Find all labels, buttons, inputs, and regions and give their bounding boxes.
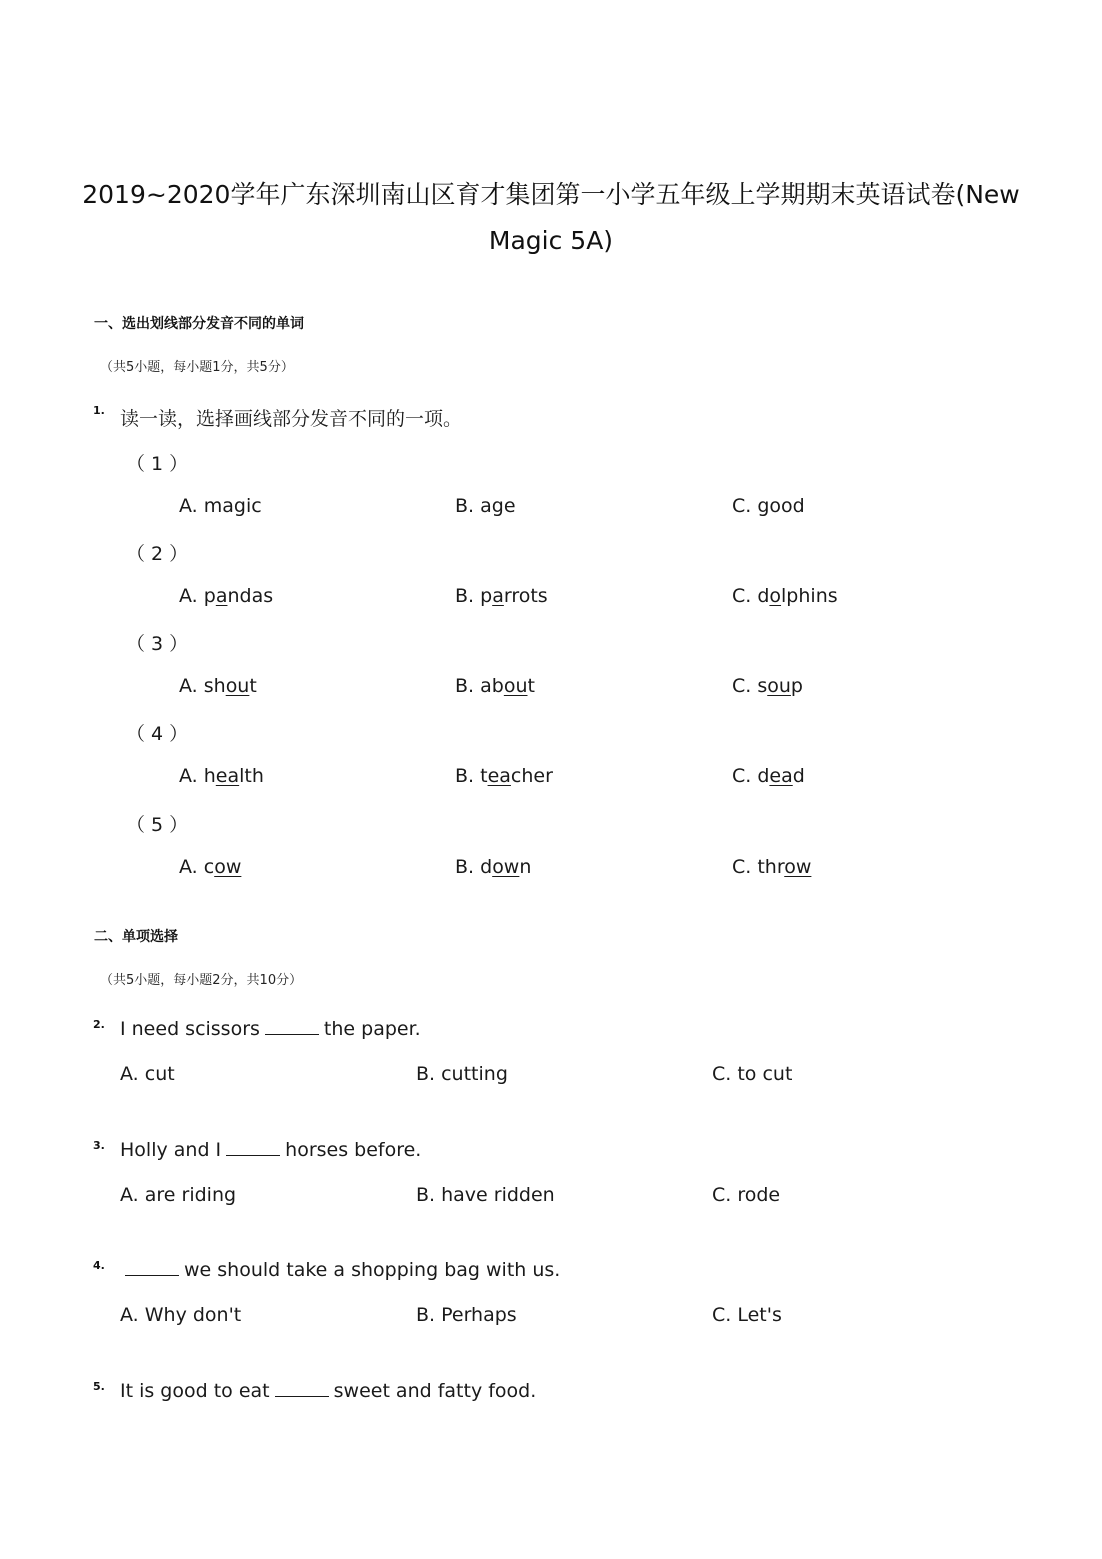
- option-c[interactable]: C. soup: [732, 675, 803, 697]
- option-c[interactable]: C. throw: [732, 856, 812, 878]
- underlined-part: ow: [214, 856, 242, 878]
- question-number: 4.: [93, 1259, 105, 1272]
- underlined-part: ow: [784, 856, 812, 878]
- option-b[interactable]: B. age: [455, 495, 516, 517]
- option-c[interactable]: C. Let's: [712, 1304, 782, 1326]
- question-number: 2.: [93, 1018, 105, 1031]
- sub-question-label: （ 4 ）: [126, 723, 189, 745]
- sub-question-label: （ 5 ）: [126, 814, 189, 836]
- option-a[interactable]: A. cow: [179, 856, 242, 878]
- question-text: we should take a shopping bag with us.: [120, 1259, 560, 1281]
- question-text: It is good to eat sweet and fatty food.: [120, 1380, 537, 1402]
- option-b[interactable]: B. about: [455, 675, 535, 697]
- sub-question-label: （ 1 ）: [126, 453, 189, 475]
- option-c[interactable]: C. rode: [712, 1184, 781, 1206]
- question-text: I need scissors the paper.: [120, 1018, 421, 1040]
- option-a[interactable]: A. cut: [120, 1063, 175, 1085]
- option-b[interactable]: B. Perhaps: [416, 1304, 517, 1326]
- underlined-part: ea: [215, 765, 240, 787]
- underlined-part: o: [769, 585, 782, 607]
- underlined-part: ea: [769, 765, 793, 787]
- section-1-heading: 一、选出划线部分发音不同的单词: [94, 316, 304, 332]
- underlined-part: ea: [487, 765, 511, 787]
- title-line-1: 2019~2020学年广东深圳南山区育才集团第一小学五年级上学期期末英语试卷(New: [82, 180, 1020, 209]
- option-a[interactable]: A. pandas: [179, 585, 274, 607]
- section-2-heading: 二、单项选择: [94, 929, 178, 945]
- option-b[interactable]: B. cutting: [416, 1063, 508, 1085]
- option-c[interactable]: C. to cut: [712, 1063, 793, 1085]
- page-title: [60, 172, 1042, 264]
- underlined-part: ow: [492, 856, 520, 878]
- question-number: 5.: [93, 1380, 105, 1393]
- question-number: 3.: [93, 1139, 105, 1152]
- question-text: Holly and I horses before.: [120, 1139, 422, 1161]
- option-b[interactable]: B. down: [455, 856, 532, 878]
- question-number: 1.: [93, 404, 105, 417]
- title-line-2: Magic 5A): [488, 226, 614, 255]
- section-2-note: （共5小题，每小题2分，共10分）: [100, 973, 303, 988]
- question-text: 读一读，选择画线部分发音不同的一项。: [120, 408, 463, 430]
- option-b[interactable]: B. teacher: [455, 765, 553, 787]
- answer-blank[interactable]: [265, 1033, 319, 1035]
- underlined-part: a: [215, 585, 228, 607]
- answer-blank[interactable]: [226, 1154, 280, 1156]
- option-c[interactable]: C. dolphins: [732, 585, 838, 607]
- option-a[interactable]: A. are riding: [120, 1184, 237, 1206]
- option-b[interactable]: B. have ridden: [416, 1184, 555, 1206]
- section-1-note: （共5小题，每小题1分，共5分）: [100, 360, 294, 375]
- option-c[interactable]: C. good: [732, 495, 805, 517]
- sub-question-label: （ 3 ）: [126, 633, 189, 655]
- option-a[interactable]: A. Why don't: [120, 1304, 242, 1326]
- answer-blank[interactable]: [275, 1395, 329, 1397]
- underlined-part: ou: [225, 675, 250, 697]
- option-a[interactable]: A. magic: [179, 495, 262, 517]
- answer-blank[interactable]: [125, 1274, 179, 1276]
- option-a[interactable]: A. shout: [179, 675, 257, 697]
- option-b[interactable]: B. parrots: [455, 585, 548, 607]
- underlined-part: ou: [767, 675, 791, 697]
- sub-question-label: （ 2 ）: [126, 543, 189, 565]
- option-a[interactable]: A. health: [179, 765, 264, 787]
- underlined-part: a: [492, 585, 504, 607]
- option-c[interactable]: C. dead: [732, 765, 805, 787]
- underlined-part: ou: [503, 675, 528, 697]
